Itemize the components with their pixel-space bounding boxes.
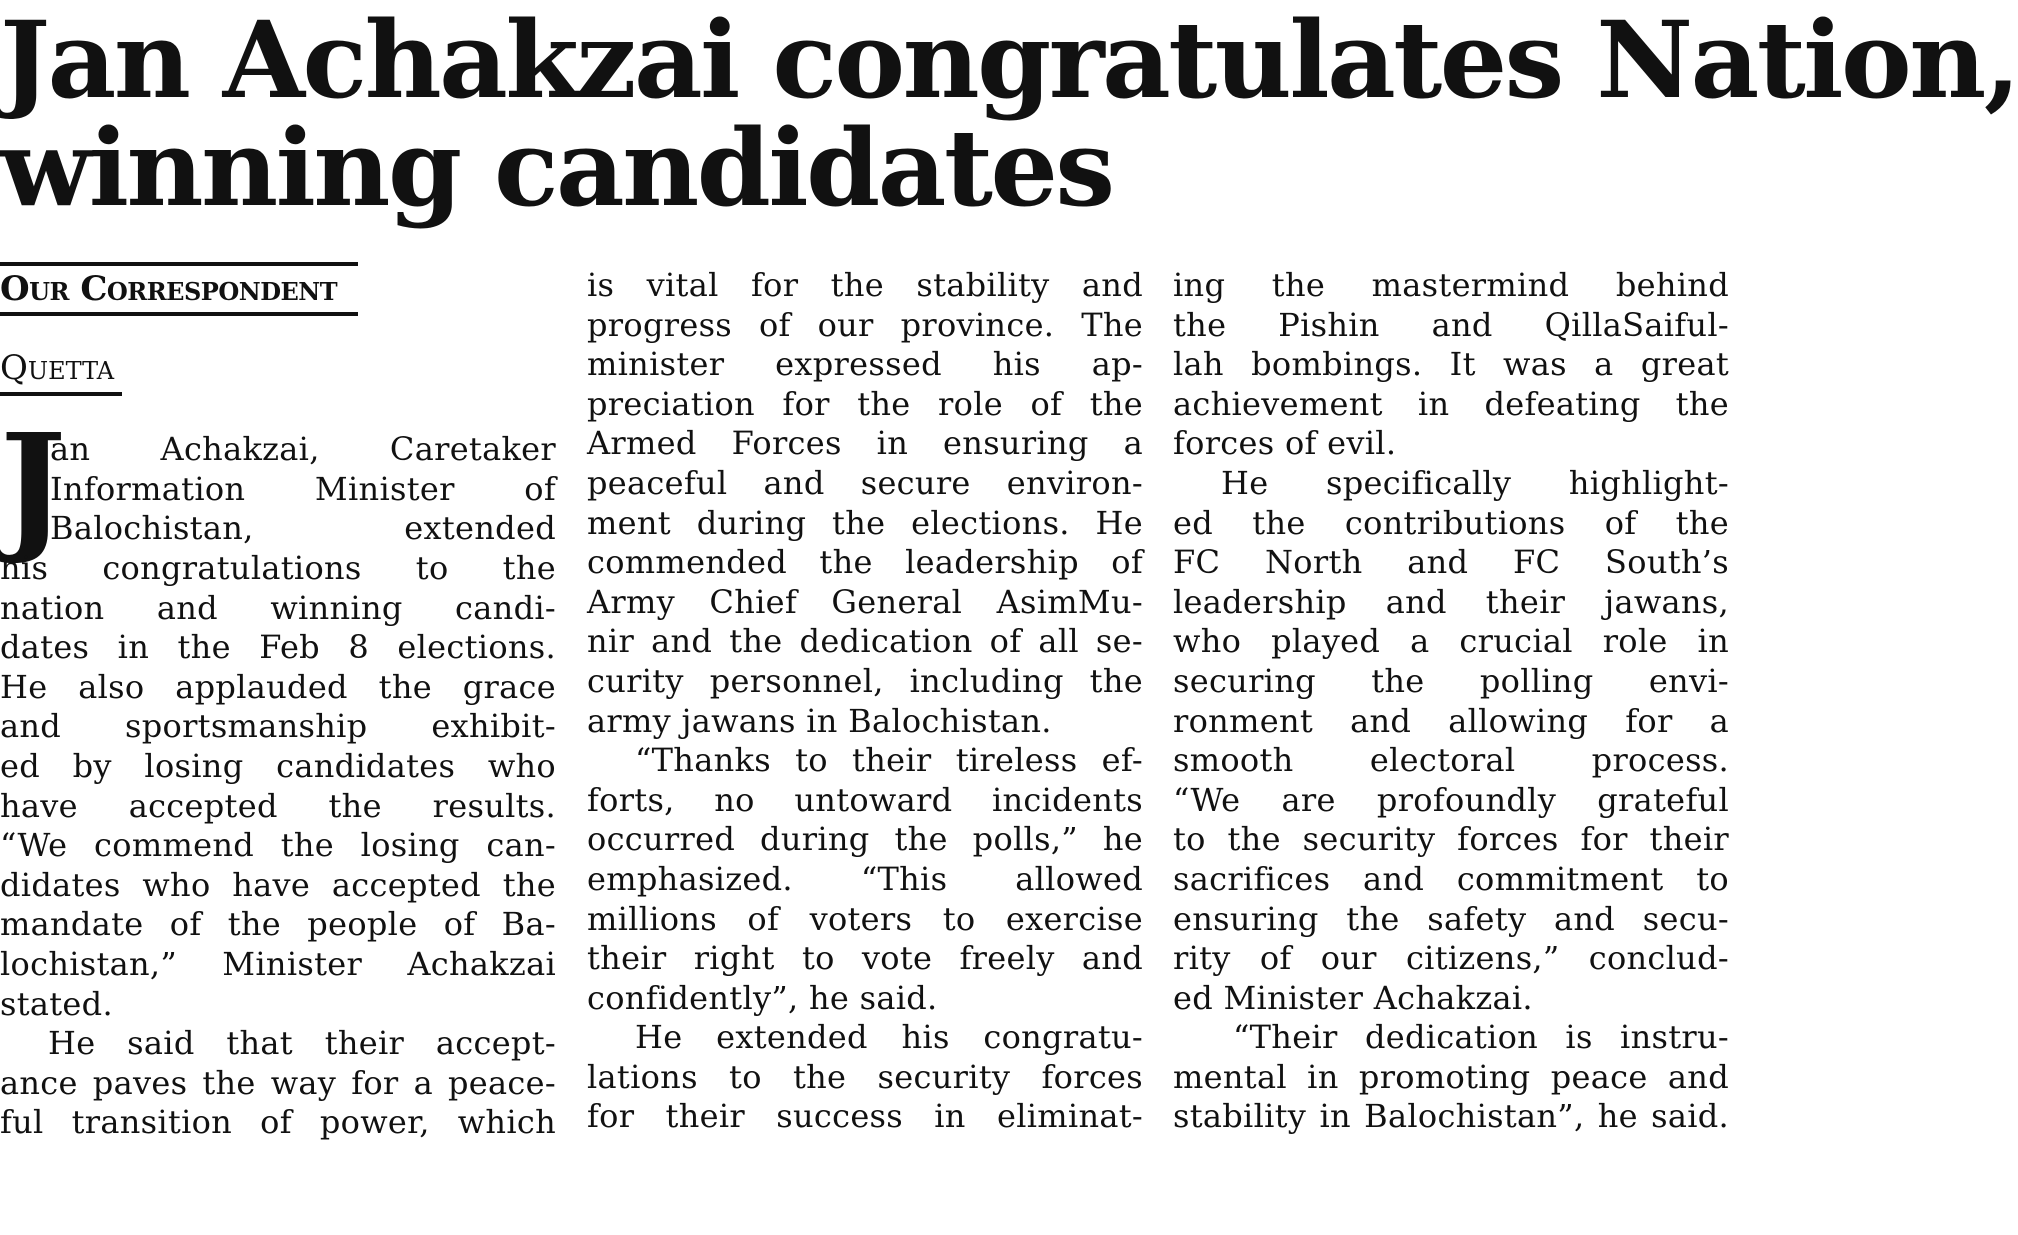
text-line: lah bombings. It was a great <box>1173 345 1729 384</box>
text-line: He extended his congratu- <box>635 1018 1143 1057</box>
text-line: confidently”, he said. <box>587 978 938 1017</box>
text-line: securing the polling envi- <box>1173 661 1729 700</box>
lead-paragraph-start <box>50 430 556 549</box>
text-line: “Their dedication is instru- <box>1233 1018 1729 1057</box>
text-line: leadership and their jawans, <box>1173 582 1729 621</box>
text-line: is vital for the stability and <box>587 266 1143 304</box>
article-column-1 <box>0 549 556 1143</box>
dateline: Quetta <box>0 346 122 396</box>
text-line: didates who have accepted the <box>0 865 556 904</box>
text-line: ful transition of power, which <box>0 1103 556 1142</box>
text-line: “We commend the losing can- <box>0 826 556 865</box>
text-line: He said that their accept- <box>48 1024 556 1063</box>
text-line: stated. <box>0 984 113 1023</box>
text-line: commended the leadership of <box>587 543 1143 582</box>
text-line: ance paves the way for a peace- <box>0 1063 556 1102</box>
drop-cap: J <box>0 404 67 568</box>
text-line: dates in the Feb 8 elections. <box>0 628 556 667</box>
text-line: to the security forces for their <box>1173 820 1729 859</box>
text-line: have accepted the results. <box>0 786 556 825</box>
text-line: the Pishin and QillaSaiful- <box>1173 305 1729 344</box>
text-line: “We are profoundly grateful <box>1173 780 1729 819</box>
text-line: ed by losing candidates who <box>0 746 556 785</box>
text-line: ed the contributions of the <box>1173 503 1729 542</box>
text-line: emphasized. “This allowed <box>587 859 1143 898</box>
text-line: forces of evil. <box>1173 424 1397 463</box>
text-line: an Achakzai, Caretaker <box>50 430 556 468</box>
headline <box>0 0 2018 230</box>
text-line: He specifically highlight- <box>1221 463 1729 502</box>
text-line: sacrifices and commitment to <box>1173 859 1729 898</box>
text-line: ensuring the safety and secu- <box>1173 899 1729 938</box>
text-line: Balochistan, extended <box>50 509 556 548</box>
text-line: nir and the dedication of all se- <box>587 622 1143 661</box>
text-line: forts, no untoward incidents <box>587 780 1143 819</box>
headline-line-2: winning candidates <box>0 105 1113 230</box>
text-line: their right to vote freely and <box>587 939 1143 978</box>
text-line: “Thanks to their tireless ef- <box>635 741 1143 780</box>
text-line: lochistan,” Minister Achakzai <box>0 944 556 983</box>
headline-line-1: Jan Achakzai congratulates Nation, <box>0 0 2018 122</box>
text-line: ed Minister Achakzai. <box>1173 978 1533 1017</box>
text-line: Army Chief General AsimMu- <box>587 582 1143 621</box>
text-line: rity of our citizens,” conclud- <box>1173 939 1729 978</box>
text-line: ronment and allowing for a <box>1173 701 1729 740</box>
text-line: FC North and FC South’s <box>1173 543 1729 582</box>
text-line: Information Minister of <box>50 469 556 508</box>
text-line: who played a crucial role in <box>1173 622 1729 661</box>
text-line: stability in Balochistan”, he said. <box>1173 1097 1729 1136</box>
text-line: and sportsmanship exhibit- <box>0 707 556 746</box>
text-line: He also applauded the grace <box>0 667 556 706</box>
text-line: ing the mastermind behind <box>1173 266 1729 304</box>
text-line: occurred during the polls,” he <box>587 820 1143 859</box>
text-line: nation and winning candi- <box>0 588 556 627</box>
text-line: Armed Forces in ensuring a <box>587 424 1143 463</box>
text-line: achievement in defeating the <box>1173 384 1729 423</box>
text-line: his congratulations to the <box>0 549 556 587</box>
text-line: ment during the elections. He <box>587 503 1143 542</box>
article-column-2 <box>587 266 1143 1137</box>
text-line: army jawans in Balochistan. <box>587 701 1052 740</box>
article-column-3 <box>1173 266 1729 1137</box>
text-line: lations to the security forces <box>587 1057 1143 1096</box>
text-line: for their success in eliminat- <box>587 1097 1143 1136</box>
text-line: mental in promoting peace and <box>1173 1057 1729 1096</box>
text-line: progress of our province. The <box>587 305 1143 344</box>
text-line: minister expressed his ap- <box>587 345 1143 384</box>
text-line: preciation for the role of the <box>587 384 1143 423</box>
text-line: curity personnel, including the <box>587 661 1143 700</box>
text-line: millions of voters to exercise <box>587 899 1143 938</box>
byline: Our Correspondent <box>0 262 358 316</box>
text-line: peaceful and secure environ- <box>587 463 1143 502</box>
text-line: smooth electoral process. <box>1173 741 1729 780</box>
text-line: mandate of the people of Ba- <box>0 905 556 944</box>
